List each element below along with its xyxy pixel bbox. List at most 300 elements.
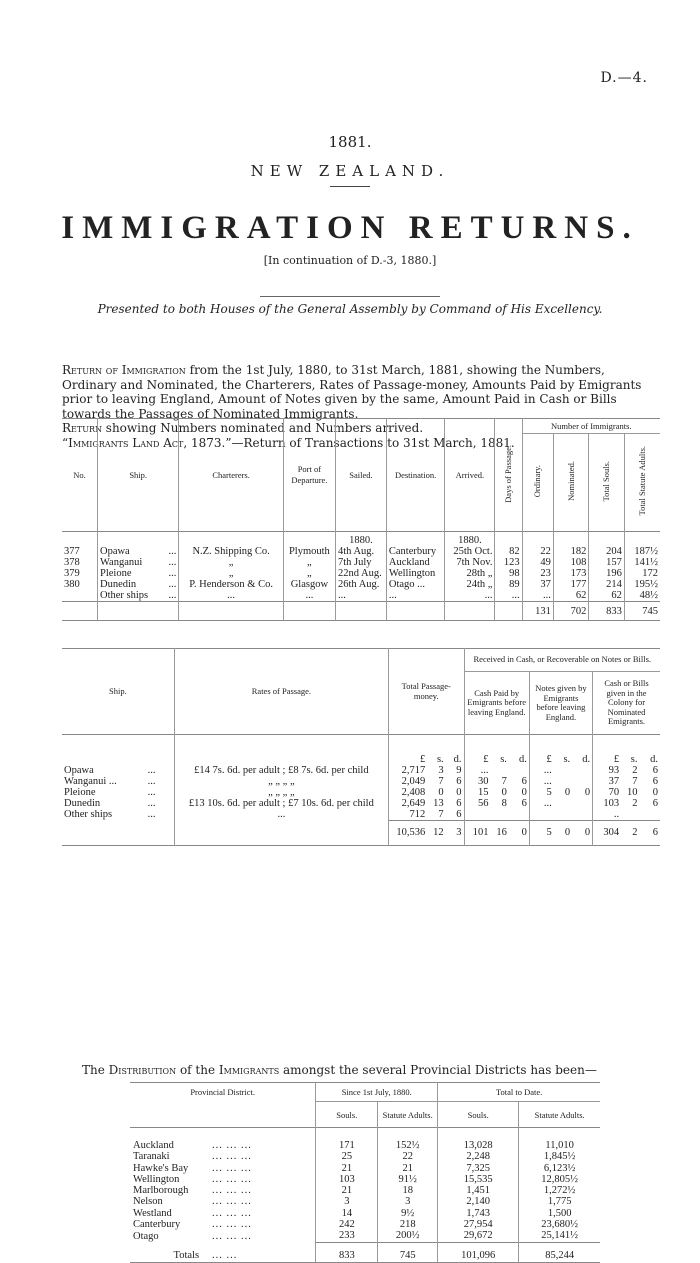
- souls-to-date: 13,028: [438, 1140, 519, 1151]
- bills-total-shillings: 2: [621, 821, 639, 846]
- presented-note: Presented to both Houses of the General Assembly by Command of His Excellency.: [97, 302, 603, 316]
- district-name: Marlborough: [133, 1185, 189, 1197]
- notes-pounds: ...: [529, 776, 553, 787]
- rate-of-passage: £13 10s. 6d. per adult ; £7 10s. 6d. per child: [174, 798, 388, 809]
- port: ...: [283, 590, 335, 602]
- header-ship: Ship.: [97, 419, 178, 532]
- currency-pence: d.: [582, 754, 591, 765]
- total-pence: 6: [456, 798, 462, 809]
- ship-name-text: Opawa: [99, 546, 130, 557]
- table-row: [62, 579, 660, 590]
- notes-shillings: [554, 809, 572, 821]
- row-number: 380: [64, 579, 80, 590]
- district-name: Wellington: [133, 1173, 180, 1185]
- header-nominated-text: Nominated.: [565, 461, 576, 501]
- statute-to-date: 25,141½: [519, 1230, 600, 1242]
- charterer: „: [179, 557, 283, 568]
- bills-total-pounds: 304: [593, 821, 622, 846]
- sailed-date: 4th Aug.: [335, 546, 386, 557]
- port: Glasgow: [283, 579, 335, 590]
- table-row: [62, 546, 660, 557]
- header-sailed: Sailed.: [335, 419, 386, 532]
- leader-dots: ... ... ...: [212, 1219, 252, 1231]
- immigration-table: [62, 418, 660, 621]
- leader-dots: ...: [168, 546, 177, 557]
- notes-shillings: [554, 798, 572, 809]
- souls-count: 196: [589, 568, 624, 579]
- table-row: [62, 590, 660, 602]
- bills-pence: 0: [652, 787, 658, 798]
- header-arrived: Arrived.: [445, 419, 495, 532]
- total-pounds: 2,408: [389, 787, 428, 798]
- statute-count: 141½: [624, 557, 660, 568]
- header-statute-total: Statute Adults.: [519, 1102, 600, 1128]
- ordinary-count: 49: [522, 557, 553, 568]
- notes-shillings: [554, 776, 572, 787]
- currency-pound: £: [464, 735, 491, 766]
- ship-name-text: Wanganui: [99, 557, 143, 568]
- statute-to-date: 23,680½: [519, 1219, 600, 1230]
- statute-since: 18: [378, 1185, 438, 1196]
- total-pence: 0: [456, 787, 462, 798]
- bills-pounds: 93: [593, 765, 622, 776]
- header-statute-text: Total Statute Adults.: [636, 446, 647, 516]
- charterer: P. Henderson & Co.: [179, 579, 283, 590]
- sailed-date: 22nd Aug.: [335, 568, 386, 579]
- header-no: No.: [73, 469, 86, 480]
- cash-total-pounds: 101: [464, 821, 491, 846]
- arrived-date: 7th Nov.: [445, 557, 495, 568]
- district-name: Auckland: [133, 1140, 174, 1151]
- header-statute: [624, 434, 660, 532]
- days-passage: ...: [495, 590, 522, 602]
- cash-pounds: 56: [464, 798, 491, 809]
- header-cash-paid: Cash Paid by Emigrants before leaving England.: [464, 672, 529, 735]
- statute-since: 152½: [378, 1140, 438, 1151]
- notes-total-pence: 0: [572, 821, 592, 846]
- nominated-count: 182: [553, 546, 588, 557]
- bills-shillings: 2: [632, 798, 638, 809]
- souls-to-date: 29,672: [438, 1230, 519, 1242]
- row-number: 379: [64, 568, 80, 579]
- leader-dots: ...: [168, 579, 177, 590]
- destination: Auckland: [386, 557, 444, 568]
- ship-name: Other ships: [64, 809, 113, 821]
- souls-to-date: 2,140: [438, 1196, 519, 1207]
- table-row: [62, 568, 660, 579]
- cash-shillings: 7: [501, 776, 507, 787]
- header-cash-bills: Cash or Bills given in the Colony for Nominated Emigrants.: [593, 672, 660, 735]
- distribution-table: [130, 1082, 600, 1263]
- notes-pence: [572, 798, 592, 809]
- souls-to-date: 27,954: [438, 1219, 519, 1230]
- grand-total-shillings: 12: [427, 821, 445, 846]
- statute-since: 9½: [378, 1208, 438, 1219]
- statute-count: 48½: [624, 590, 660, 602]
- notes-pence: 0: [584, 787, 591, 798]
- total-shillings: 7: [438, 809, 444, 820]
- header-port: Port of Departure.: [283, 419, 335, 532]
- totals-label: Totals: [173, 1249, 200, 1261]
- header-ordinary: [522, 434, 553, 532]
- days-passage: 82: [495, 546, 522, 557]
- header-ordinary-text: Ordinary.: [532, 464, 543, 498]
- row-number: 377: [64, 546, 80, 557]
- bills-pounds: 103: [593, 798, 622, 809]
- bills-shillings: [621, 809, 639, 821]
- cash-pounds: 15: [464, 787, 491, 798]
- leader-dots: ... ...: [212, 1249, 238, 1261]
- ordinary-count: ...: [522, 590, 553, 602]
- notes-pounds: 5: [529, 787, 553, 798]
- table-row: [130, 1151, 600, 1162]
- cash-shillings: 8: [501, 798, 507, 809]
- table-row: [130, 1219, 600, 1230]
- total-souls: 833: [316, 1248, 378, 1263]
- bills-pence: 6: [652, 798, 658, 809]
- passage-money-table: [62, 648, 660, 846]
- statute-count: 172: [624, 568, 660, 579]
- statute-count: 195½: [624, 579, 660, 590]
- souls-count: 62: [589, 590, 624, 602]
- ordinary-count: 23: [522, 568, 553, 579]
- souls-to-date: 15,535: [438, 1174, 519, 1185]
- souls-to-date: 2,248: [438, 1151, 519, 1162]
- cash-pence: [509, 809, 529, 821]
- total-shillings: 3: [438, 765, 444, 776]
- leader-dots: ...: [147, 798, 156, 809]
- bills-pence: 6: [652, 776, 658, 787]
- currency-shilling: s.: [436, 754, 444, 765]
- header-souls-total: Souls.: [438, 1102, 519, 1128]
- cash-shillings: [491, 809, 509, 821]
- document-country: NEW ZEALAND.: [250, 162, 450, 180]
- statute-to-date: 1,845½: [519, 1151, 600, 1162]
- statute-since: 91½: [378, 1174, 438, 1185]
- table-row: [130, 1163, 600, 1174]
- statute-to-date: 12,805½: [519, 1174, 600, 1185]
- souls-since: 21: [316, 1163, 378, 1174]
- cash-pence: 6: [521, 798, 527, 809]
- souls-to-date: 1,451: [438, 1185, 519, 1196]
- table-row: [130, 1140, 600, 1151]
- statute-since: 22: [378, 1151, 438, 1162]
- leader-dots: ... ... ...: [212, 1151, 252, 1163]
- bills-pence: [639, 809, 660, 821]
- document-year: 1881.: [328, 133, 372, 151]
- total-pounds: 712: [389, 809, 428, 821]
- return-text: showing Numbers nominated and Numbers arrived.: [101, 421, 424, 435]
- rate-of-passage: „ „ „ „: [174, 776, 388, 787]
- table-row: [62, 798, 660, 809]
- notes-pounds: ...: [529, 798, 553, 809]
- days-passage: 98: [495, 568, 522, 579]
- notes-pounds: ...: [529, 765, 553, 776]
- ship-name: Opawa: [64, 765, 94, 776]
- district-name: Hawke's Bay: [133, 1162, 189, 1174]
- souls-since: 233: [316, 1230, 378, 1242]
- heading-text: amongst the several Provincial Districts has been—: [279, 1063, 597, 1077]
- header-days-text: Days of Passage.: [503, 444, 514, 503]
- souls-to-date: 7,325: [438, 1163, 519, 1174]
- heading-text: Distribution: [108, 1063, 177, 1077]
- leader-dots: ...: [147, 787, 156, 798]
- total-pence: 6: [456, 809, 462, 820]
- header-total-passage: Total Passage-money.: [389, 649, 464, 735]
- sailed-date: 26th Aug.: [335, 579, 386, 590]
- district-name: Westland: [133, 1207, 172, 1219]
- statute-to-date: 1,500: [519, 1208, 600, 1219]
- total-shillings: 7: [438, 776, 444, 787]
- cash-shillings: [491, 765, 509, 776]
- statute-to-date: 6,123½: [519, 1163, 600, 1174]
- header-destination: Destination.: [386, 419, 444, 532]
- sailed-year: 1880.: [335, 532, 386, 547]
- table-row: [130, 1230, 600, 1242]
- header-district: Provincial District.: [190, 1087, 256, 1097]
- return-label: Return of Immigration: [62, 363, 186, 377]
- nominated-count: 108: [553, 557, 588, 568]
- header-days: [495, 419, 522, 532]
- leader-dots: ... ... ...: [212, 1230, 252, 1242]
- destination: Canterbury: [386, 546, 444, 557]
- days-passage: 89: [495, 579, 522, 590]
- currency-shilling: s.: [563, 754, 571, 765]
- arrived-date: 24th „: [445, 579, 495, 590]
- table-row: [130, 1174, 600, 1185]
- act-text: , 1873.”—Return of Transactions to 31st March, 1881.: [183, 435, 515, 450]
- header-souls: Souls.: [316, 1102, 378, 1128]
- cash-shillings: 0: [501, 787, 507, 798]
- charterer: „: [179, 568, 283, 579]
- leader-dots: ... ... ...: [212, 1185, 252, 1197]
- return-description: [62, 363, 652, 421]
- port: „: [283, 557, 335, 568]
- bills-pence: 6: [652, 765, 658, 776]
- grand-total-pence: 3: [446, 821, 464, 846]
- heading-text: The: [82, 1063, 109, 1077]
- destination: ...: [386, 590, 444, 602]
- notes-pence: [572, 809, 592, 821]
- currency-pence: d.: [518, 754, 527, 765]
- leader-dots: ... ... ...: [212, 1196, 252, 1208]
- souls-count: 204: [589, 546, 624, 557]
- ship-name: [97, 579, 178, 590]
- continuation-note: [In continuation of D.-3, 1880.]: [263, 254, 437, 267]
- total-pence: 9: [456, 765, 462, 776]
- leader-dots: ...: [147, 765, 156, 776]
- nominated-count: 177: [553, 579, 588, 590]
- statute-since: 218: [378, 1219, 438, 1230]
- cash-total-shillings: 16: [491, 821, 509, 846]
- statute-to-date: 1,272½: [519, 1185, 600, 1196]
- ordinary-count: 22: [522, 546, 553, 557]
- bills-pounds: 37: [593, 776, 622, 787]
- ship-name: Wanganui ...: [64, 776, 117, 787]
- souls-since: 171: [316, 1140, 378, 1151]
- grand-total-pounds: 10,536: [389, 821, 428, 846]
- statute-count: 187½: [624, 546, 660, 557]
- table-row: [62, 557, 660, 568]
- leader-dots: ... ... ...: [212, 1162, 252, 1174]
- total-souls-to-date: 101,096: [438, 1248, 519, 1263]
- row-number: 378: [64, 557, 80, 568]
- ship-name: [97, 557, 178, 568]
- sailed-date: 7th July: [335, 557, 386, 568]
- heading-text: Immigrants: [218, 1063, 280, 1077]
- total-pounds: 2,649: [389, 798, 428, 809]
- souls-since: 242: [316, 1219, 378, 1230]
- notes-pence: [572, 776, 592, 787]
- ship-name-text: Dunedin: [99, 579, 137, 590]
- header-to-date: Total to Date.: [438, 1083, 600, 1102]
- leader-dots: ...: [168, 557, 177, 568]
- header-charterers: Charterers.: [179, 419, 283, 532]
- bills-shillings: 2: [632, 765, 638, 776]
- currency-pence: d.: [453, 754, 462, 765]
- bills-pounds: ..: [593, 809, 622, 821]
- ship-name: Pleione: [64, 787, 96, 798]
- header-souls: [589, 434, 624, 532]
- port: „: [283, 568, 335, 579]
- statute-to-date: 11,010: [519, 1140, 600, 1151]
- district-name: Canterbury: [133, 1219, 181, 1231]
- cash-pounds: ...: [464, 765, 491, 776]
- act-label: “Immigrants Land Act: [62, 435, 184, 450]
- table-row: [130, 1208, 600, 1219]
- port: Plymouth: [283, 546, 335, 557]
- divider: [330, 186, 370, 187]
- total-pounds: 2,049: [389, 776, 428, 787]
- table-row: [62, 765, 660, 776]
- heading-text: of the: [176, 1063, 219, 1077]
- ship-name: [97, 546, 178, 557]
- currency-pence: d.: [650, 754, 658, 765]
- currency-shilling: s.: [630, 754, 638, 765]
- rate-of-passage: ...: [174, 809, 388, 821]
- total-statute: 745: [378, 1248, 438, 1263]
- cash-pounds: [464, 809, 491, 821]
- ship-name: [97, 590, 178, 602]
- souls-count: 214: [589, 579, 624, 590]
- rate-of-passage: „ „ „ „: [174, 787, 388, 798]
- total-pounds: 2,717: [389, 765, 428, 776]
- bills-shillings: 7: [632, 776, 638, 787]
- ordinary-count: 37: [522, 579, 553, 590]
- statute-since: 3: [378, 1196, 438, 1207]
- souls-since: 3: [316, 1196, 378, 1207]
- statute-since: 21: [378, 1163, 438, 1174]
- cash-pence: 6: [521, 776, 527, 787]
- table-row: [62, 776, 660, 787]
- header-notes-given: Notes given by Emigrants before leaving England.: [529, 672, 592, 735]
- ship-name: Dunedin: [64, 798, 101, 809]
- header-ship: Ship.: [109, 685, 127, 696]
- table-row: [130, 1185, 600, 1196]
- nominated-count: 62: [553, 590, 588, 602]
- notes-pounds: [529, 809, 553, 821]
- bills-shillings: 10: [626, 787, 638, 798]
- leader-dots: ...: [168, 568, 177, 579]
- district-name: Nelson: [133, 1196, 163, 1208]
- currency-shilling: s.: [500, 754, 507, 765]
- cash-pence: 0: [521, 787, 527, 798]
- notes-shillings: [554, 765, 572, 776]
- notes-total-shillings: 0: [554, 821, 572, 846]
- charterer: ...: [179, 590, 283, 602]
- statute-since: 200½: [378, 1230, 438, 1242]
- destination: Wellington: [386, 568, 444, 579]
- statute-to-date: 1,775: [519, 1196, 600, 1207]
- notes-pence: [572, 765, 592, 776]
- cash-pounds: 30: [464, 776, 491, 787]
- notes-shillings: 0: [564, 787, 571, 798]
- distribution-heading: [82, 1063, 597, 1077]
- souls-since: 25: [316, 1151, 378, 1162]
- ship-name-text: Pleione: [99, 568, 132, 579]
- cash-pence: [509, 765, 529, 776]
- leader-dots: ...: [147, 809, 156, 821]
- souls-since: 21: [316, 1185, 378, 1196]
- total-ordinary: 131: [522, 602, 553, 621]
- cash-total-pence: 0: [509, 821, 529, 846]
- district-name: Taranaki: [133, 1151, 170, 1163]
- notes-total-pounds: 5: [529, 821, 553, 846]
- arrived-year: 1880.: [445, 532, 495, 547]
- bills-pounds: 70: [593, 787, 622, 798]
- leader-dots: ... ... ...: [212, 1140, 252, 1151]
- total-statute: 745: [624, 602, 660, 621]
- charterer: N.Z. Shipping Co.: [179, 546, 283, 557]
- page-reference: D.—4.: [600, 70, 648, 86]
- header-nominated: [553, 434, 588, 532]
- header-since: Since 1st July, 1880.: [316, 1083, 438, 1102]
- total-nominated: 702: [553, 602, 588, 621]
- leader-dots: ...: [168, 590, 177, 601]
- total-shillings: 13: [433, 798, 444, 809]
- bills-total-pence: 6: [639, 821, 660, 846]
- currency-pound: £: [593, 735, 622, 766]
- currency-pound: £: [529, 735, 553, 766]
- divider: [260, 296, 440, 297]
- header-statute: Statute Adults.: [378, 1102, 438, 1128]
- currency-pound: £: [389, 735, 428, 766]
- sailed-date: ...: [335, 590, 386, 602]
- souls-since: 103: [316, 1174, 378, 1185]
- table-row: [62, 809, 660, 821]
- document-title: IMMIGRATION RETURNS.: [61, 210, 639, 246]
- total-souls: 833: [589, 602, 624, 621]
- destination: Otago ...: [386, 579, 444, 590]
- table-row: [130, 1196, 600, 1207]
- leader-dots: ...: [147, 776, 156, 787]
- table-row: [62, 787, 660, 798]
- return-label: Return: [62, 421, 102, 435]
- header-received-group: Received in Cash, or Recoverable on Notes or Bills.: [464, 649, 660, 672]
- days-passage: 123: [495, 557, 522, 568]
- arrived-date: ...: [445, 590, 495, 602]
- rate-of-passage: £14 7s. 6d. per adult ; £8 7s. 6d. per child: [174, 765, 388, 776]
- nominated-count: 173: [553, 568, 588, 579]
- leader-dots: ... ... ...: [212, 1207, 252, 1219]
- district-name: Otago: [133, 1230, 159, 1242]
- total-pence: 6: [456, 776, 462, 787]
- arrived-date: 25th Oct.: [445, 546, 495, 557]
- souls-count: 157: [589, 557, 624, 568]
- leader-dots: ... ... ...: [212, 1173, 252, 1185]
- total-shillings: 0: [438, 787, 444, 798]
- souls-since: 14: [316, 1208, 378, 1219]
